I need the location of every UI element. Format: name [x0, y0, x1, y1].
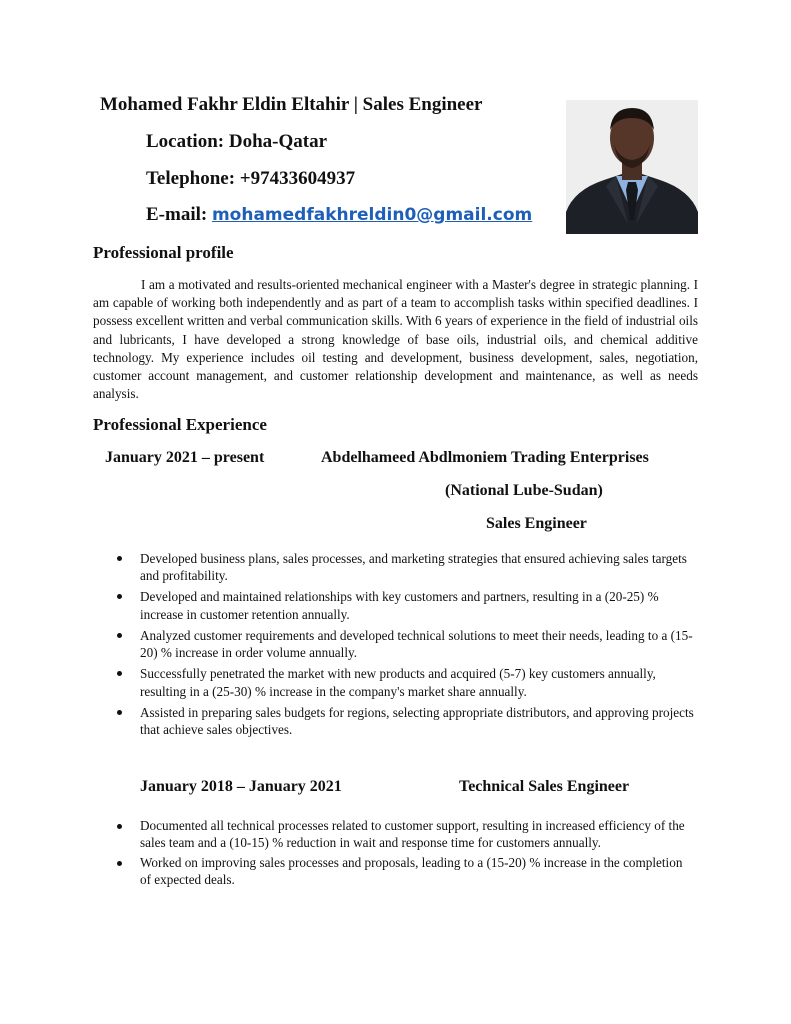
list-item: Successfully penetrated the market with new products and acquired (5-7) key customers annually, resulting in a (25-30) % increase in the company's market share annually.	[114, 665, 694, 700]
job-1-bullet-list	[114, 550, 694, 742]
profile-paragraph: I am a motivated and results-oriented mechanical engineer with a Master's degree in strategic planning. I am capable of working both independently and as part of a team to accomplish tasks within specified deadlines. I possess excellent written and verbal communication skills. With 6 years of experience in the field of industrial oils and lubricants, I have developed a strong knowledge of base oils, industrial oils, and chemical additive technology. My experience includes oil testing and development, business development, sales, negotiation, customer account management, and customer relationship development and maintenance, as well as needs analysis.	[93, 277, 698, 402]
telephone-line: Telephone: +97433604937	[146, 168, 356, 189]
email-label: E-mail:	[146, 204, 212, 225]
portrait-icon	[566, 100, 698, 234]
email-link[interactable]: mohamedfakhreldin0@gmail.com	[211, 205, 533, 225]
job-1-company-sub: (National Lube-Sudan)	[445, 482, 603, 499]
location-line: Location: Doha-Qatar	[146, 131, 328, 152]
list-item: Assisted in preparing sales budgets for regions, selecting appropriate distributors, and approving projects that achieve sales objectives.	[114, 704, 694, 739]
experience-section-title: Professional Experience	[93, 415, 267, 434]
list-item: Developed and maintained relationships with key customers and partners, resulting in a (20-25) % increase in customer retention annually.	[114, 588, 694, 623]
job-2-bullet-list	[114, 818, 694, 892]
profile-section-title: Professional profile	[93, 243, 234, 262]
name-title-heading: Mohamed Fakhr Eldin Eltahir | Sales Engineer	[100, 94, 483, 115]
list-item: Worked on improving sales processes and proposals, leading to a (15-20) % increase in the completion of expected deals.	[114, 855, 694, 889]
list-item: Developed business plans, sales processes, and marketing strategies that ensured achieving sales targets and profitability.	[114, 550, 694, 585]
job-2-role: Technical Sales Engineer	[459, 778, 630, 795]
list-item: Analyzed customer requirements and developed technical solutions to meet their needs, leading to a (15-20) % increase in order volume annually.	[114, 627, 694, 662]
job-1-dates: January 2021 – present	[105, 449, 265, 466]
job-2-dates: January 2018 – January 2021	[140, 778, 342, 795]
list-item: Documented all technical processes related to customer support, resulting in increased efficiency of the sales team and a (10-15) % reduction in wait and response time for customers annually.	[114, 818, 694, 852]
job-1-role: Sales Engineer	[486, 515, 587, 532]
profile-photo	[566, 100, 698, 234]
email-line	[146, 204, 532, 226]
job-1-company: Abdelhameed Abdlmoniem Trading Enterprises	[321, 449, 649, 466]
